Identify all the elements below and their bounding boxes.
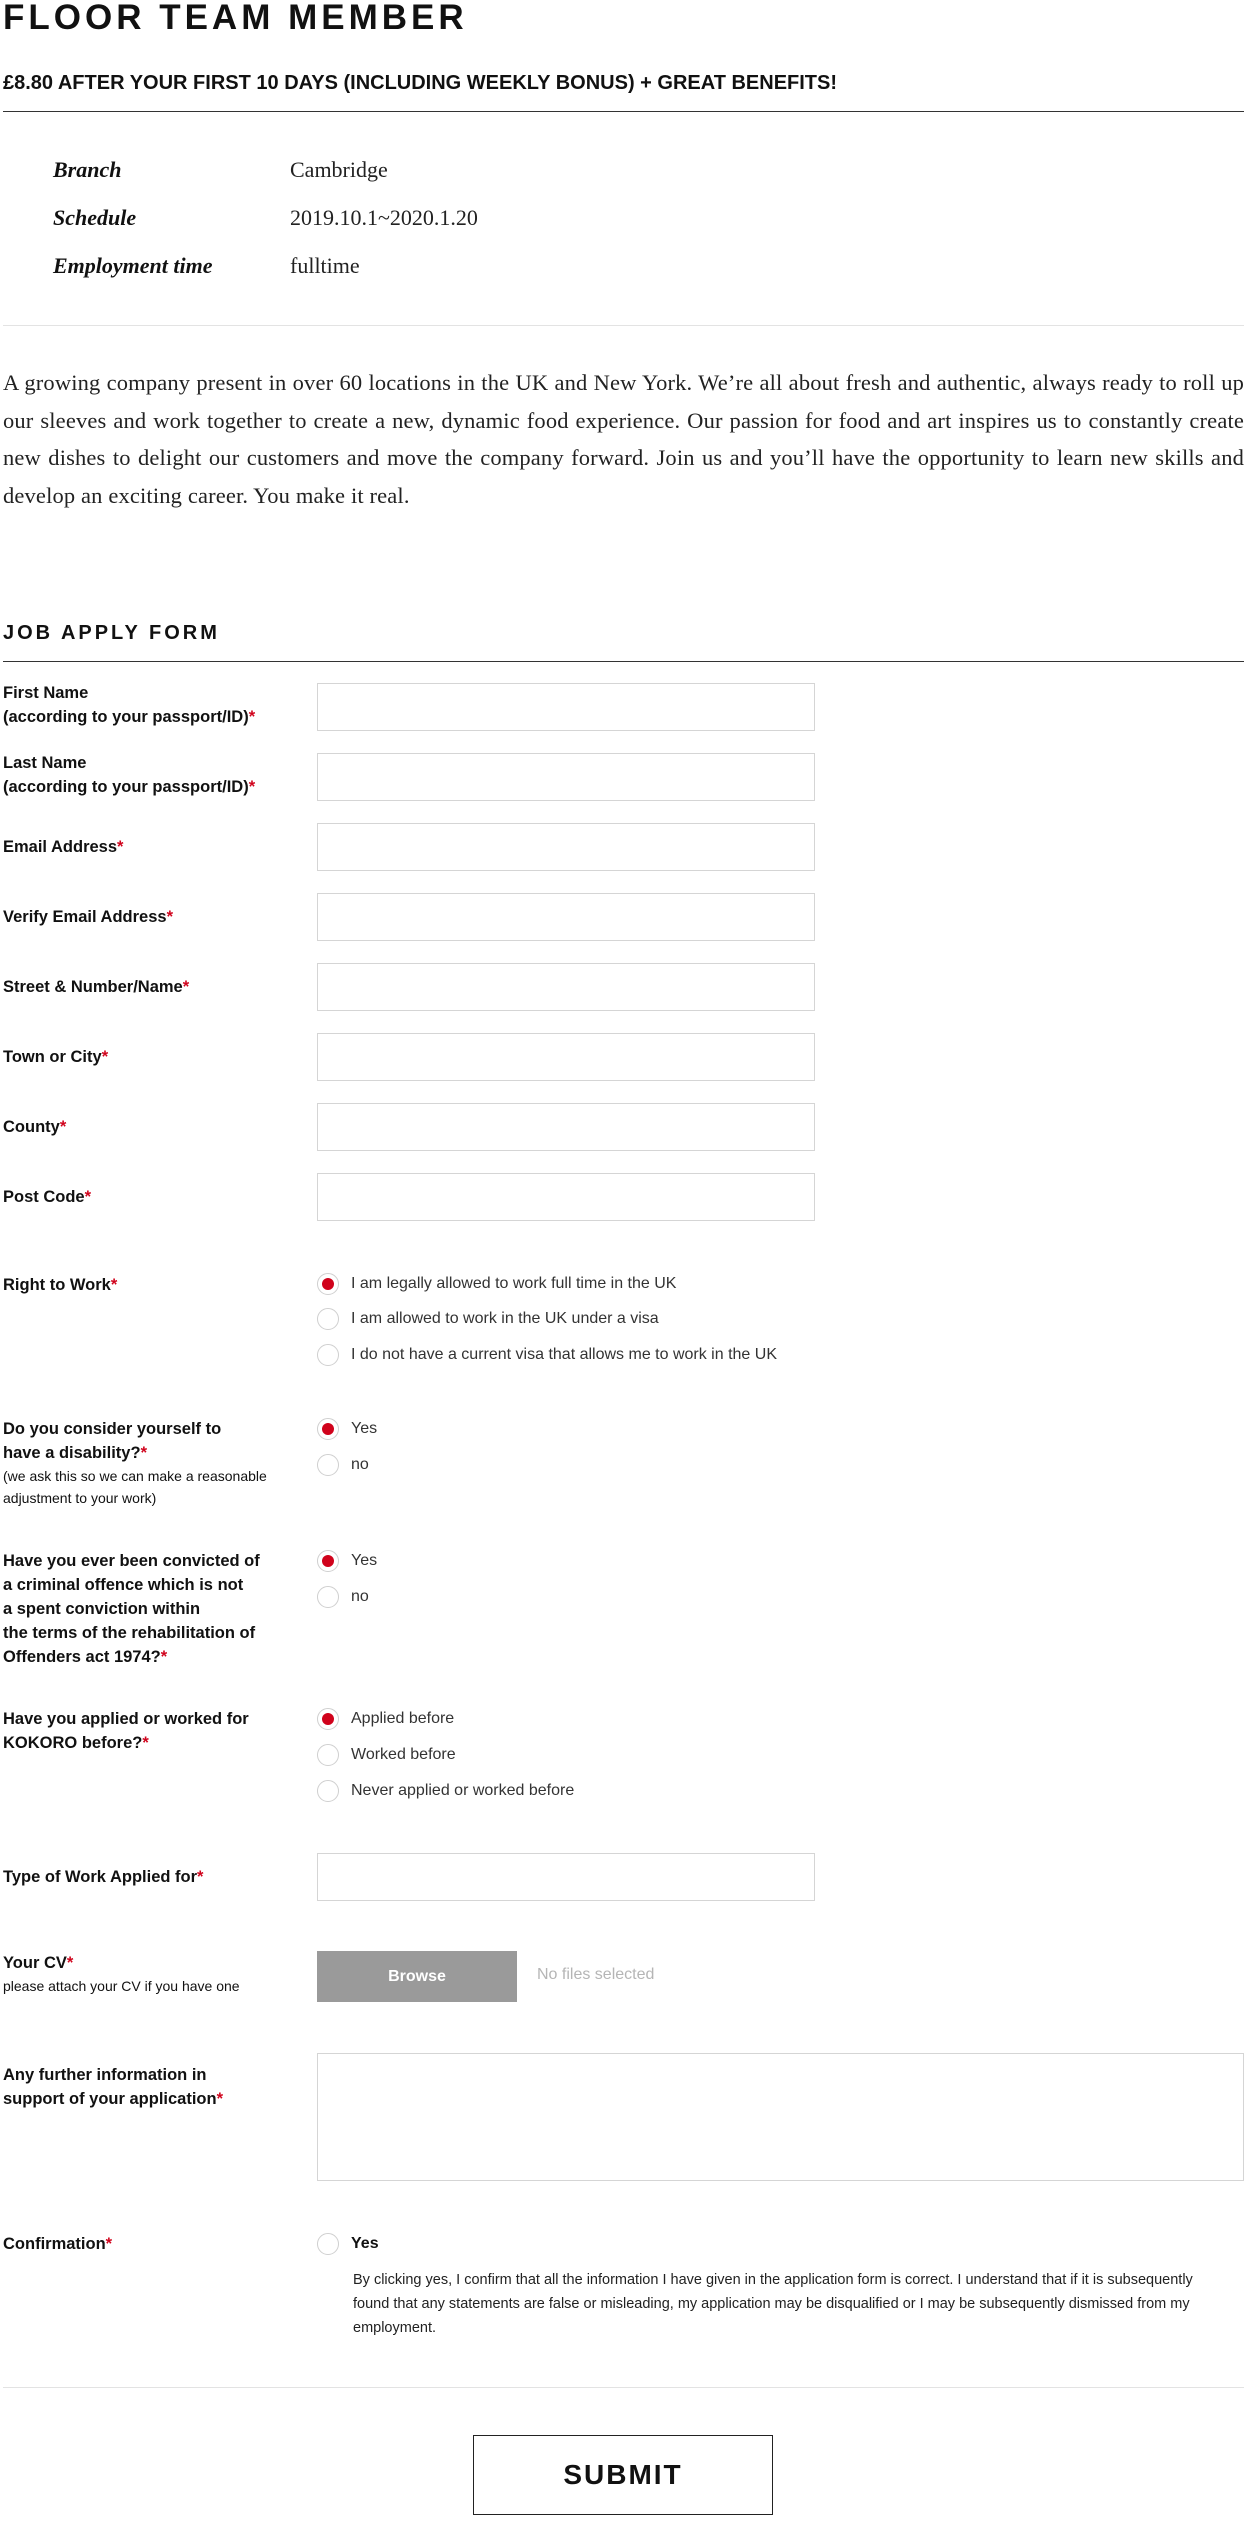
verify-email-label: Verify Email Address *	[3, 905, 303, 929]
radio-button[interactable]	[317, 1344, 339, 1366]
radio-button[interactable]	[317, 1744, 339, 1766]
disability-label: Do you consider yourself to have a disability? * (we ask this so we can make a reasonable adjustment to your work)	[3, 1417, 303, 1509]
last-name-label: Last Name (according to your passport/ID) *	[3, 751, 303, 799]
info-value: 2019.10.1~2020.1.20	[290, 205, 478, 230]
info-label: Branch	[53, 157, 122, 182]
radio-label: I am allowed to work in the UK under a visa	[351, 1310, 659, 1327]
confirmation-radio[interactable]	[317, 2233, 339, 2255]
radio-button[interactable]	[317, 1308, 339, 1330]
applied-before-label: Have you applied or worked for KOKORO before? *	[3, 1707, 303, 1755]
work-type-input[interactable]	[317, 1853, 815, 1901]
job-subtitle: £8.80 AFTER YOUR FIRST 10 DAYS (INCLUDING WEEKLY BONUS) + GREAT BENEFITS!	[3, 72, 838, 94]
work-type-label: Type of Work Applied for *	[3, 1865, 303, 1889]
info-label: Schedule	[53, 205, 137, 230]
info-divider	[3, 325, 1244, 326]
radio-button[interactable]	[317, 1780, 339, 1802]
info-row-schedule	[53, 203, 478, 233]
required-marker	[67, 1954, 73, 1972]
street-label: Street & Number/Name *	[3, 975, 303, 999]
radio-label: I do not have a current visa that allows me to work in the UK	[351, 1346, 777, 1363]
radio-label: I am legally allowed to work full time in the UK	[351, 1275, 677, 1292]
required-marker	[167, 908, 173, 926]
info-label: Employment time	[53, 253, 213, 278]
info-row-branch	[53, 155, 388, 185]
submit-button[interactable]: SUBMIT	[473, 2435, 773, 2515]
radio-button[interactable]	[317, 1273, 339, 1295]
county-label: County *	[3, 1115, 303, 1139]
right-to-work-option[interactable]	[317, 1272, 676, 1296]
first-name-label: First Name (according to your passport/ID) *	[3, 681, 303, 729]
post-code-label: Post Code *	[3, 1185, 303, 1209]
confirmation-label: Confirmation *	[3, 2232, 303, 2256]
radio-label: Yes	[351, 1420, 378, 1437]
required-marker	[197, 1868, 203, 1886]
required-marker	[141, 1444, 147, 1462]
disability-option[interactable]	[317, 1453, 369, 1477]
town-input[interactable]	[317, 1033, 815, 1081]
radio-label: Never applied or worked before	[351, 1782, 575, 1799]
disability-option[interactable]	[317, 1417, 377, 1441]
right-to-work-label: Right to Work *	[3, 1273, 303, 1297]
further-info-textarea[interactable]	[317, 2053, 1244, 2181]
radio-button[interactable]	[317, 1454, 339, 1476]
required-marker	[106, 2235, 112, 2253]
job-description: A growing company present in over 60 locations in the UK and New York. We’re all about fresh and authentic, always ready to roll up our sleeves and work together to create a new, dynamic food experience. Our passion for food and art inspires us to constantly create new dishes to delight our customers and move the company forward. Join us and you’ll have the opportunity to learn new skills and develop an exciting career. You make it real.	[3, 370, 1244, 508]
form-title-divider	[3, 661, 1244, 662]
conviction-label: Have you ever been convicted of a criminal offence which is not a spent conviction within the terms of the rehabilitation of Offenders act 1974? *	[3, 1549, 303, 1669]
further-info-label: Any further information in support of your application *	[3, 2063, 303, 2111]
email-label: Email Address *	[3, 835, 303, 859]
radio-button[interactable]	[317, 1586, 339, 1608]
required-marker	[102, 1048, 108, 1066]
required-marker	[117, 838, 123, 856]
post-code-input[interactable]	[317, 1173, 815, 1221]
info-value: Cambridge	[290, 157, 388, 182]
file-status: No files selected	[537, 1966, 655, 1983]
radio-label: Yes	[351, 2235, 379, 2252]
applied-before-option[interactable]	[317, 1707, 454, 1731]
form-title: JOB APPLY FORM	[3, 622, 220, 644]
job-title: FLOOR TEAM MEMBER	[3, 0, 468, 37]
title-divider	[3, 111, 1244, 112]
town-label: Town or City *	[3, 1045, 303, 1069]
required-marker	[249, 708, 255, 726]
email-input[interactable]	[317, 823, 815, 871]
verify-email-input[interactable]	[317, 893, 815, 941]
cv-label: Your CV * please attach your CV if you have one	[3, 1951, 303, 1997]
required-marker	[60, 1118, 66, 1136]
info-value: fulltime	[290, 253, 360, 278]
applied-before-option[interactable]	[317, 1779, 574, 1803]
required-marker	[249, 778, 255, 796]
radio-label: no	[351, 1588, 369, 1605]
required-marker	[111, 1276, 117, 1294]
radio-button[interactable]	[317, 1708, 339, 1730]
required-marker	[161, 1648, 167, 1666]
applied-before-option[interactable]	[317, 1743, 456, 1767]
required-marker	[183, 978, 189, 996]
browse-button[interactable]: Browse	[317, 1951, 517, 2002]
required-marker	[217, 2090, 223, 2108]
required-marker	[142, 1734, 148, 1752]
right-to-work-option[interactable]	[317, 1343, 777, 1367]
street-input[interactable]	[317, 963, 815, 1011]
radio-label: Yes	[351, 1552, 378, 1569]
conviction-option[interactable]	[317, 1549, 377, 1573]
radio-label: Applied before	[351, 1710, 455, 1727]
conviction-option[interactable]	[317, 1585, 369, 1609]
radio-button[interactable]	[317, 1550, 339, 1572]
confirmation-option[interactable]	[317, 2232, 379, 2256]
radio-label: no	[351, 1456, 369, 1473]
county-input[interactable]	[317, 1103, 815, 1151]
info-row-employment-time	[53, 251, 360, 281]
radio-label: Worked before	[351, 1746, 456, 1763]
last-name-input[interactable]	[317, 753, 815, 801]
radio-button[interactable]	[317, 1418, 339, 1440]
submit-divider	[3, 2387, 1244, 2388]
confirmation-text: By clicking yes, I confirm that all the information I have given in the application form is correct. I understand that if it is subsequently found that any statements are false or misleading, my application may be disqualified or I may be subsequently dismissed from my employment.	[353, 2272, 1193, 2336]
first-name-input[interactable]	[317, 683, 815, 731]
right-to-work-option[interactable]	[317, 1307, 659, 1331]
required-marker	[85, 1188, 91, 1206]
